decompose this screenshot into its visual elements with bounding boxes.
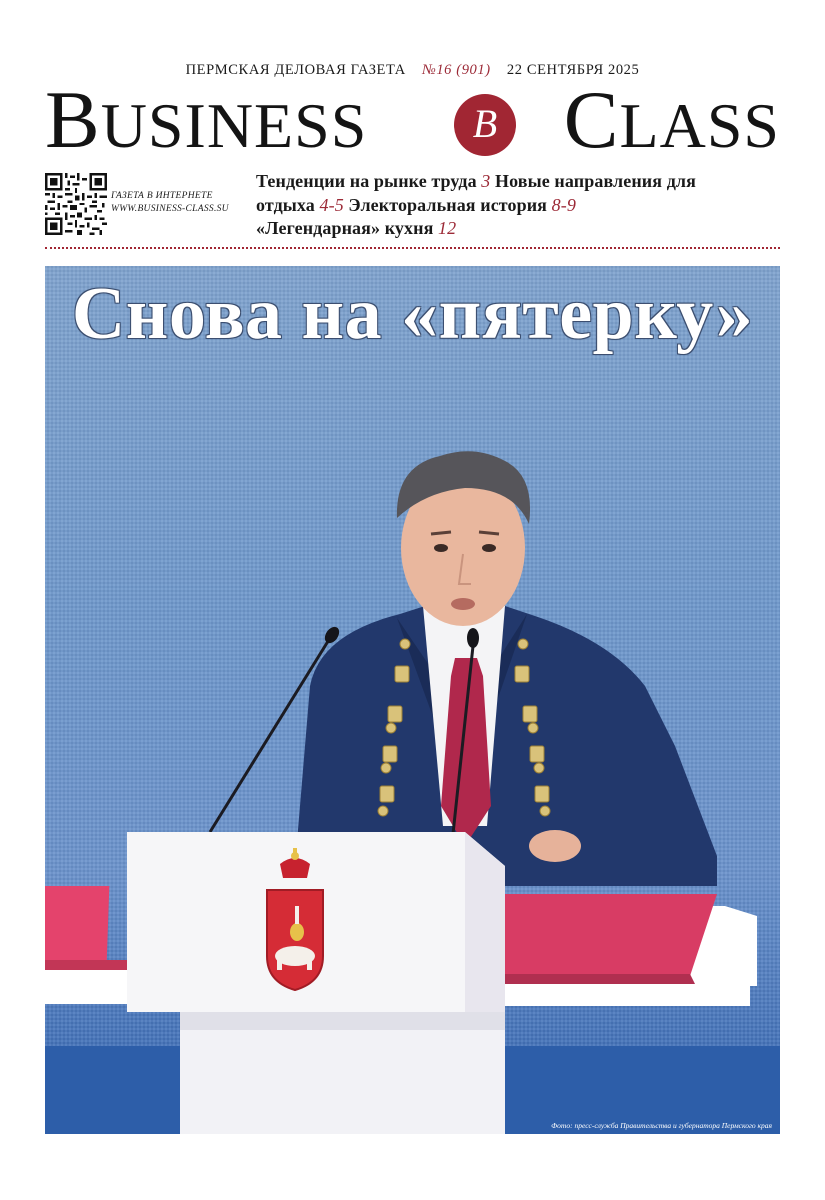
cover-photo [45,266,780,1134]
issue-date: 22 СЕНТЯБРЯ 2025 [506,62,640,78]
divider [45,247,780,249]
header-line [0,62,825,79]
teaser-title[interactable]: Новые направления для отдыха [256,171,696,215]
logo-emblem: B [454,94,516,156]
masthead-class: CLASS [563,74,780,165]
masthead [45,74,780,165]
qr-code-icon[interactable] [45,173,107,235]
cover-headline: Снова на «пятерку» [71,273,754,355]
teaser-page: 3 [481,171,491,191]
paper-name: ПЕРМСКАЯ ДЕЛОВАЯ ГАЗЕТА [185,62,406,78]
website-url[interactable]: WWW.BUSINESS-CLASS.SU [111,204,229,214]
teaser-title[interactable]: «Легендарная» кухня [256,218,434,238]
teaser-page: 4-5 [319,194,344,215]
photo-credit: Фото: пресс-служба Правительства и губернатора Пермского края [551,1121,772,1130]
issue-number: №16 (901) [422,62,491,78]
masthead-business: BUSINESS [45,74,368,165]
website-info [111,190,229,216]
teaser-page: 12 [438,218,457,238]
website-caption: ГАЗЕТА В ИНТЕРНЕТЕ [111,191,213,201]
teaser-page: 8-9 [551,194,576,215]
inauguration-scene [45,266,780,1134]
teaser-title[interactable]: Электоральная история [348,194,548,215]
teaser-list [256,170,726,241]
teaser-title[interactable]: Тенденции на рынке труда [256,171,477,191]
